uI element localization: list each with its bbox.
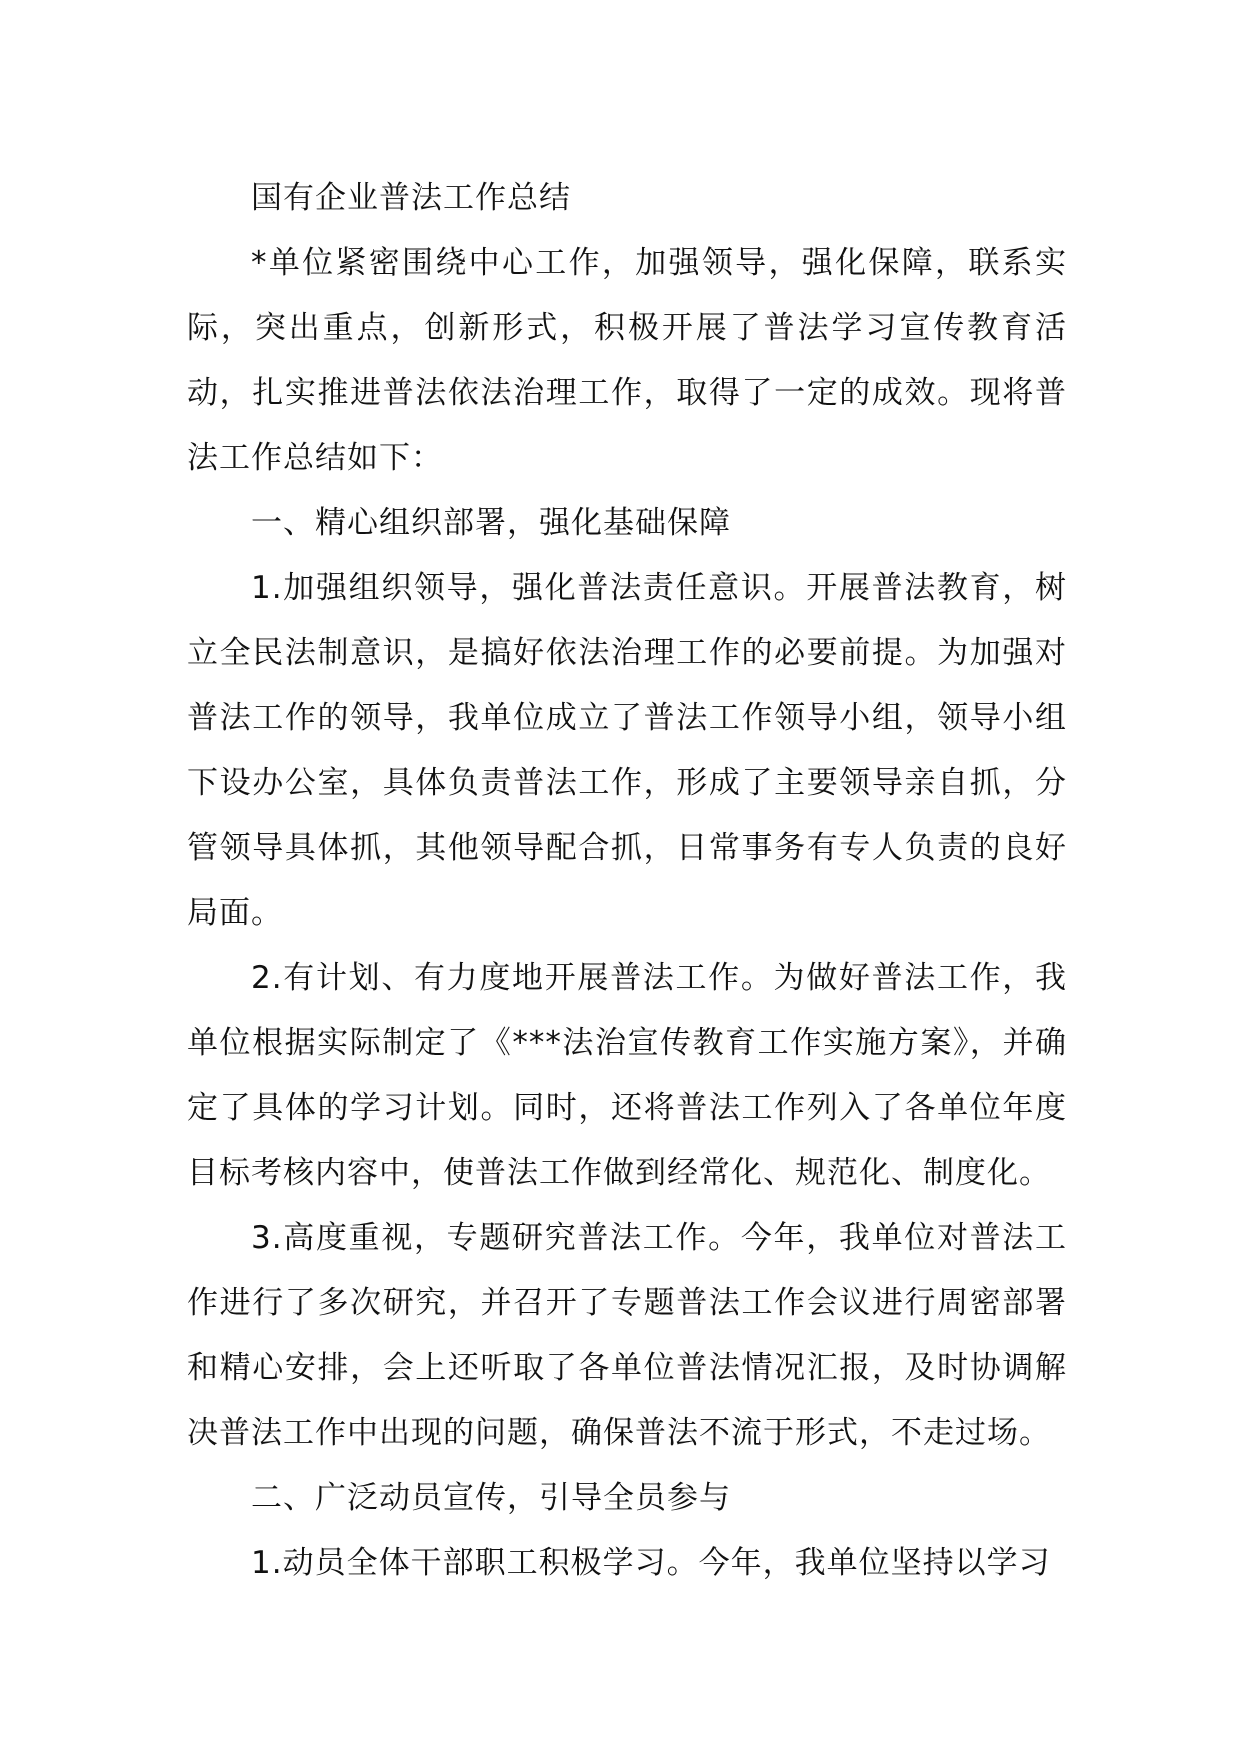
document-title: 国有企业普法工作总结 <box>251 180 571 216</box>
section-heading-1: 一、精心组织部署，强化基础保障 <box>251 505 731 541</box>
intro-paragraph: *单位紧密围绕中心工作，加强领导，强化保障，联系实际，突出重点，创新形式，积极开展了普法学习宣传教育活动，扎实推进普法依法治理工作，取得了一定的成效。现将普法工作总结如下： <box>187 245 1067 476</box>
document-body <box>187 166 1067 1596</box>
paragraph-1-1: 1.加强组织领导，强化普法责任意识。开展普法教育，树立全民法制意识，是搞好依法治理工作的必要前提。为加强对普法工作的领导，我单位成立了普法工作领导小组，领导小组下设办公室，具体负责普法工作，形成了主要领导亲自抓，分管领导具体抓，其他领导配合抓，日常事务有专人负责的良好局面。 <box>187 570 1067 931</box>
section-heading-2: 二、广泛动员宣传，引导全员参与 <box>251 1480 731 1516</box>
paragraph-1-3: 3.高度重视，专题研究普法工作。今年，我单位对普法工作进行了多次研究，并召开了专题普法工作会议进行周密部署和精心安排，会上还听取了各单位普法情况汇报，及时协调解决普法工作中出现的问题，确保普法不流于形式，不走过场。 <box>187 1220 1067 1451</box>
paragraph-2-1: 1.动员全体干部职工积极学习。今年，我单位坚持以学习 <box>251 1545 1051 1581</box>
paragraph-1-2: 2.有计划、有力度地开展普法工作。为做好普法工作，我单位根据实际制定了《***法治宣传教育工作实施方案》，并确定了具体的学习计划。同时，还将普法工作列入了各单位年度目标考核内容中，使普法工作做到经常化、规范化、制度化。 <box>187 960 1067 1191</box>
